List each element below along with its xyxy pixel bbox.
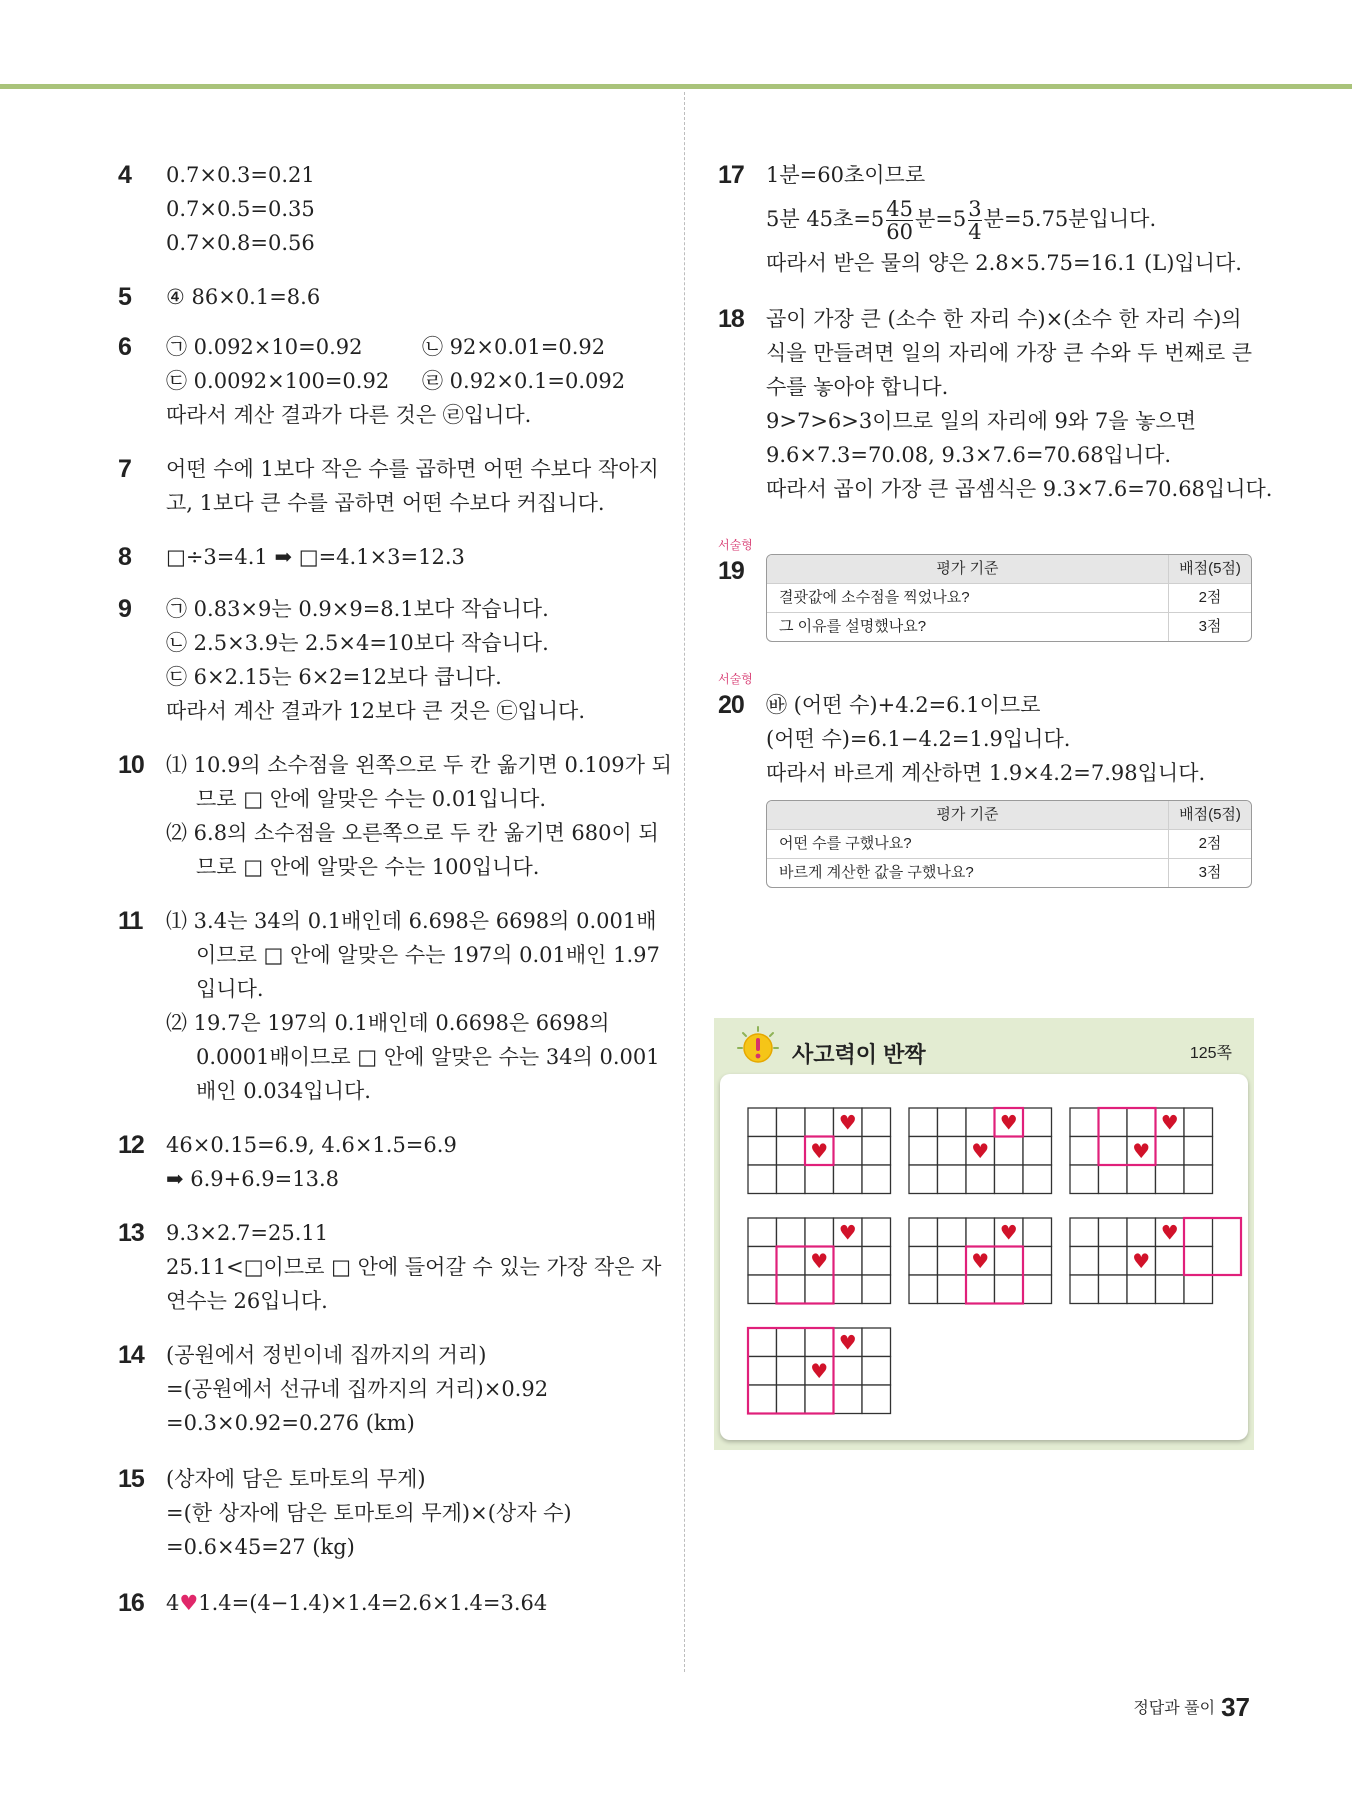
grid-cell [909,1247,938,1276]
solution-line: 어떤 수에 1보다 작은 수를 곱하면 어떤 수보다 작아지 [166,457,659,481]
grid-cell [995,1137,1024,1166]
solution-line: ➡ 6.9+6.9=13.8 [166,1167,340,1191]
top-accent-bar [0,84,1352,89]
grid-cell [1127,1218,1156,1247]
problem-number: 13 [118,1219,144,1247]
problem-number: 6 [118,333,131,361]
thinking-panel [714,1018,1254,1450]
problem-12 [118,1128,658,1196]
grid-cell [748,1165,777,1194]
grid-cell [938,1165,967,1194]
grid-cell [748,1137,777,1166]
solution-line: 0.7×0.3=0.21 [166,163,315,187]
grid-cell [1023,1218,1052,1247]
grid-cell [966,1218,995,1247]
grid-cell [1184,1108,1213,1137]
grid-cell [909,1108,938,1137]
solution-line: =(공원에서 선규네 집까지의 거리)×0.92 [166,1377,549,1401]
problem-number: 4 [118,161,131,189]
problem-14 [118,1338,658,1440]
heart-icon: ♥ [810,1248,829,1273]
heart-icon: ♥ [999,1220,1018,1245]
solution-line: 9>7>6>3이므로 일의 자리에 9와 7을 놓으면 [766,409,1197,433]
option-b: ㉡ 92×0.01=0.92 [422,335,606,359]
solution-line: 배인 0.034입니다. [196,1079,371,1103]
heart-icon: ♥ [810,1138,829,1163]
puzzle-grid [1070,1108,1213,1194]
solution-line: ⑴ 3.4는 34의 0.1배인데 6.698은 6698의 0.001배 [166,909,657,933]
puzzle-area [720,1074,1248,1440]
grid-cell [862,1137,891,1166]
denominator: 4 [968,220,982,244]
essay-type-tag: 서술형 [718,538,753,552]
grid-cell [938,1218,967,1247]
grid-cell [748,1328,777,1357]
grid-cell [1127,1165,1156,1194]
grid-cell [1070,1165,1099,1194]
lightbulb-icon [736,1026,780,1070]
header-criteria: 평가 기준 [936,806,999,823]
fraction [968,198,981,243]
solution-line: 입니다. [196,977,264,1001]
puzzle-grid [909,1218,1052,1304]
problem-9 [118,592,658,728]
grid-cell [1184,1275,1213,1304]
grid-cell [834,1275,863,1304]
grid-cell [909,1275,938,1304]
solution-line: =0.3×0.92=0.276 (km) [166,1411,415,1435]
numerator: 45 [886,197,914,221]
grid-cell [1099,1218,1128,1247]
puzzle-grid [748,1218,891,1304]
solution-line [166,364,658,398]
option-c: ㉢ 0.0092×100=0.92 [166,369,390,393]
solution-line: ㉡ 2.5×3.9는 2.5×4=10보다 작습니다. [166,631,549,655]
problem-17 [718,158,1254,280]
option-d: ㉣ 0.92×0.1=0.092 [422,369,626,393]
problem-number: 10 [118,751,144,779]
expression: 5분 45초=5 [766,207,885,231]
solution-line: 9.6×7.3=70.08, 9.3×7.6=70.68입니다. [766,443,1172,467]
heart-icon: ♥ [1160,1110,1179,1135]
criteria-cell: 그 이유를 설명했나요? [779,618,927,635]
problem-19 [718,538,1254,642]
problem-15 [118,1462,658,1564]
grid-cell [1023,1165,1052,1194]
grid-cell [1099,1275,1128,1304]
solution-line: 9.3×2.7=25.11 [166,1221,329,1245]
numerator: 3 [968,197,982,221]
problem-number: 5 [118,283,131,311]
score-cell: 2점 [1168,830,1251,858]
solution-line: 연수는 26입니다. [166,1289,328,1313]
grid-cell [1184,1218,1213,1247]
solution-line: 0.7×0.8=0.56 [166,231,315,255]
solution-line: 따라서 받은 물의 양은 2.8×5.75=16.1 (L)입니다. [766,251,1242,275]
grid-cell [777,1357,806,1386]
problem-11 [118,904,658,1108]
grid-cell [938,1108,967,1137]
heart-operator-icon: ♥ [179,1591,199,1615]
criteria-cell: 바르게 계산한 값을 구했나요? [779,864,974,881]
expression: 분=5 [915,207,967,231]
puzzle-grids [720,1074,1248,1440]
table-header [767,555,1251,583]
criteria-cell: 결괏값에 소수점을 찍었나요? [779,589,970,606]
problem-number: 11 [118,907,143,935]
table-row [767,858,1251,887]
header-criteria: 평가 기준 [936,560,999,577]
solution-line: 따라서 계산 결과가 다른 것은 ㉣입니다. [166,403,532,427]
problem-4 [118,158,658,260]
solution-line: ㉳ (어떤 수)+4.2=6.1이므로 [766,693,1041,717]
footer-label: 정답과 풀이 [1133,1700,1216,1717]
solution-line: 므로 □ 안에 알맞은 수는 100입니다. [196,855,540,879]
grid-cell [995,1165,1024,1194]
heart-icon: ♥ [1132,1138,1151,1163]
grid-cell [777,1247,806,1276]
solution-line [166,1586,658,1620]
grid-cell [995,1247,1024,1276]
solution-line: 곱이 가장 큰 (소수 한 자리 수)×(소수 한 자리 수)의 [766,307,1242,331]
solution-line: 므로 □ 안에 알맞은 수는 0.01입니다. [196,787,547,811]
solution-line: 25.11<□이므로 □ 안에 들어갈 수 있는 가장 작은 자 [166,1255,662,1279]
grid-cell [862,1275,891,1304]
column-divider [684,92,685,1672]
problem-10 [118,748,672,884]
grid-cell [1070,1108,1099,1137]
essay-type-tag: 서술형 [718,672,753,686]
grid-cell [834,1247,863,1276]
heart-icon: ♥ [838,1330,857,1355]
fraction [886,198,913,243]
grid-cell [1099,1137,1128,1166]
grid-cell [862,1328,891,1357]
grid-cell [862,1385,891,1414]
score-cell: 3점 [1168,613,1251,641]
solution-line: (공원에서 정빈이네 집까지의 거리) [166,1343,487,1367]
grid-cell [1127,1108,1156,1137]
grid-cell [777,1165,806,1194]
grid-cell [777,1137,806,1166]
solution-line: ㉠ 0.83×9는 0.9×9=8.1보다 작습니다. [166,597,549,621]
grid-cell [1127,1275,1156,1304]
operand: 4 [166,1591,180,1615]
problem-number: 18 [718,305,744,333]
grid-cell [805,1385,834,1414]
puzzle-grid [748,1328,891,1414]
problem-number: 14 [118,1341,144,1369]
table-row [767,583,1251,612]
grid-cell [748,1247,777,1276]
grid-cell [748,1357,777,1386]
solution-line: 0.0001배이므로 □ 안에 알맞은 수는 34의 0.001 [196,1045,660,1069]
solution-line: (어떤 수)=6.1−4.2=1.9입니다. [766,727,1071,751]
solution-line: 따라서 바르게 계산하면 1.9×4.2=7.98입니다. [766,761,1206,785]
page-footer [1133,1692,1250,1723]
grid-cell [805,1108,834,1137]
solution-line: 1분=60초이므로 [766,163,926,187]
panel-title: 사고력이 반짝 [792,1042,926,1067]
expression: 1.4=(4−1.4)×1.4=2.6×1.4=3.64 [198,1591,548,1615]
problem-16 [118,1586,658,1620]
denominator: 60 [886,220,914,244]
grid-cell [748,1385,777,1414]
grid-cell [1070,1247,1099,1276]
grid-cell [834,1165,863,1194]
puzzle-grid [748,1108,891,1194]
left-column [118,158,672,1620]
grid-cell [995,1275,1024,1304]
right-column [718,158,1273,888]
grid-cell [1099,1108,1128,1137]
score-cell: 2점 [1168,584,1251,612]
grid-cell [1156,1275,1185,1304]
grid-cell [1023,1108,1052,1137]
grid-cell [748,1108,777,1137]
heart-icon: ♥ [1160,1220,1179,1245]
problem-20 [718,672,1254,888]
heart-icon: ♥ [971,1138,990,1163]
solution-line: =(한 상자에 담은 토마토의 무게)×(상자 수) [166,1501,572,1525]
grid-cell [834,1385,863,1414]
grid-cell [862,1165,891,1194]
solution-line [766,192,1254,246]
problem-number: 20 [718,691,744,719]
solution-line: □÷3=4.1 ➡ □=4.1×3=12.3 [166,545,465,569]
grid-cell [1099,1165,1128,1194]
grid-cell [834,1357,863,1386]
puzzle-grid [909,1108,1052,1194]
grid-cell [1023,1275,1052,1304]
solution-line: 따라서 곱이 가장 큰 곱셈식은 9.3×7.6=70.68입니다. [766,477,1273,501]
problem-13 [118,1216,662,1318]
grid-cell [1070,1218,1099,1247]
grid-cell [777,1328,806,1357]
grid-cell [1070,1137,1099,1166]
grid-cell [862,1218,891,1247]
grid-cell [777,1108,806,1137]
grid-cell [777,1218,806,1247]
grid-cell [938,1275,967,1304]
grid-cell [777,1275,806,1304]
grid-cell [1184,1137,1213,1166]
grid-cell [748,1218,777,1247]
solution-line: ⑴ 10.9의 소수점을 왼쪽으로 두 칸 옮기면 0.109가 되 [166,753,672,777]
problem-number: 17 [718,161,744,189]
grid-cell [805,1218,834,1247]
grid-cell [909,1137,938,1166]
solution-line: 따라서 계산 결과가 12보다 큰 것은 ㉢입니다. [166,699,586,723]
problem-18 [718,302,1273,506]
solution-line [166,330,658,364]
grid-cell [909,1218,938,1247]
problem-8 [118,540,658,574]
solution-line: 46×0.15=6.9, 4.6×1.5=6.9 [166,1133,457,1157]
grid-cell [966,1275,995,1304]
problem-number: 15 [118,1465,144,1493]
grid-cell [1156,1137,1185,1166]
criteria-cell: 어떤 수를 구했나요? [779,835,912,852]
solution-line: =0.6×45=27 (kg) [166,1535,355,1559]
grid-cell [1070,1275,1099,1304]
panel-page-ref: 125쪽 [1189,1045,1232,1062]
table-header [767,801,1251,829]
expression: 분=5.75분입니다. [983,207,1157,231]
grid-cell [748,1275,777,1304]
grid-cell [1023,1137,1052,1166]
grid-cell [1156,1165,1185,1194]
solution-line: ⑵ 6.8의 소수점을 오른쪽으로 두 칸 옮기면 680이 되 [166,821,659,845]
grid-cell [966,1108,995,1137]
solution-line: (상자에 담은 토마토의 무게) [166,1467,426,1491]
table-row [767,612,1251,641]
solution-line: 이므로 □ 안에 알맞은 수는 197의 0.01배인 1.97 [196,943,660,967]
solution-line: ④ 86×0.1=8.6 [166,285,321,309]
heart-icon: ♥ [838,1220,857,1245]
problem-5 [118,280,658,314]
problem-number: 12 [118,1131,144,1159]
problem-number: 9 [118,595,131,623]
problem-7 [118,452,658,520]
grid-cell [1156,1247,1185,1276]
grid-cell [777,1385,806,1414]
score-cell: 3점 [1168,859,1251,887]
scoring-table [766,554,1252,642]
heart-icon: ♥ [999,1110,1018,1135]
problem-number: 7 [118,455,131,483]
grid-cell [966,1165,995,1194]
heart-icon: ♥ [838,1110,857,1135]
puzzle-grid [1070,1218,1241,1304]
table-row [767,829,1251,858]
problem-number: 19 [718,557,744,585]
problem-number: 8 [118,543,131,571]
page-number: 37 [1221,1692,1250,1722]
heart-icon: ♥ [971,1248,990,1273]
grid-cell [805,1275,834,1304]
solution-line: 수를 놓아야 합니다. [766,375,949,399]
grid-cell [1184,1165,1213,1194]
grid-cell [1099,1247,1128,1276]
grid-cell [862,1247,891,1276]
header-score: 배점(5점) [1168,801,1251,829]
grid-cell [938,1247,967,1276]
grid-cell [862,1357,891,1386]
heart-icon: ♥ [810,1358,829,1383]
grid-cell [1184,1247,1213,1276]
solution-line: 고, 1보다 큰 수를 곱하면 어떤 수보다 커집니다. [166,491,605,515]
solution-line: ⑵ 19.7은 197의 0.1배인데 0.6698은 6698의 [166,1011,610,1035]
grid-cell [834,1137,863,1166]
solution-line: 0.7×0.5=0.35 [166,197,315,221]
header-score: 배점(5점) [1168,555,1251,583]
grid-cell [1023,1247,1052,1276]
scoring-table [766,800,1252,888]
problem-6 [118,330,658,432]
solution-line: ㉢ 6×2.15는 6×2=12보다 큽니다. [166,665,502,689]
heart-icon: ♥ [1132,1248,1151,1273]
grid-cell [805,1165,834,1194]
grid-cell [909,1165,938,1194]
grid-cell [862,1108,891,1137]
solution-line: 식을 만들려면 일의 자리에 가장 큰 수와 두 번째로 큰 [766,341,1253,365]
grid-cell [938,1137,967,1166]
option-a: ㉠ 0.092×10=0.92 [166,335,363,359]
problem-number: 16 [118,1589,144,1617]
grid-cell [805,1328,834,1357]
